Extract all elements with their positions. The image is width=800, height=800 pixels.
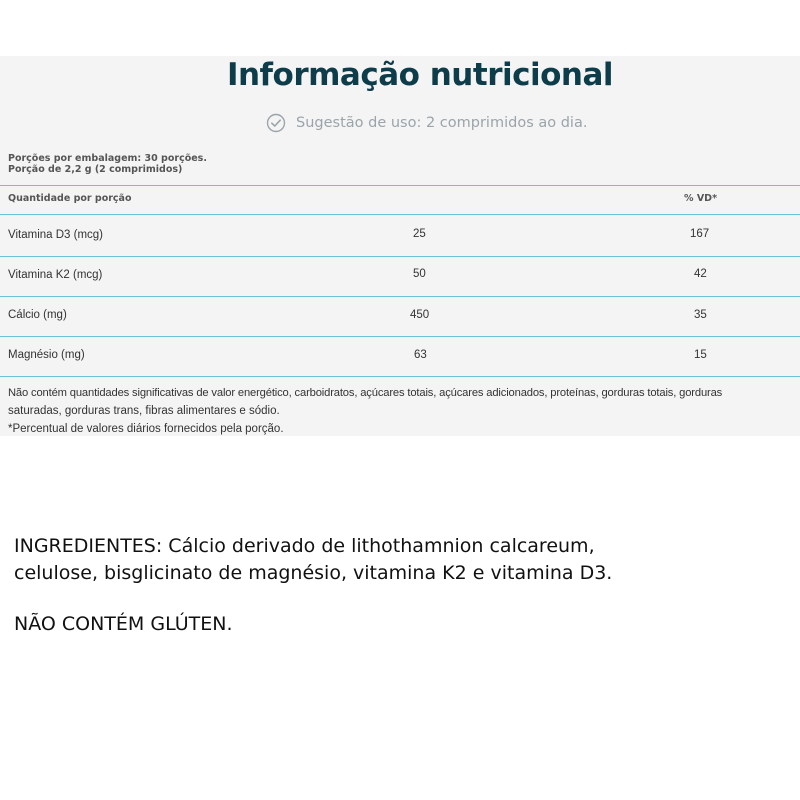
row-amount: 450 [410,309,430,321]
gluten-notice: NÃO CONTÉM GLÚTEN. [14,613,233,635]
row-name: Vitamina D3 (mcg) [8,229,104,241]
row-vd: 167 [690,228,710,240]
row-name: Magnésio (mg) [8,349,85,361]
ingredients-text [14,533,794,587]
header-quantity: Quantidade por porção [8,193,132,204]
nutrition-title: Informação nutricional [226,57,614,93]
portions-per-pack: Porções por embalagem: 30 porções. [8,153,207,164]
footnote-line: Não contém quantidades significativas de valor energético, carboidratos, açúcares totais, açúcares adicionados, proteínas, gorduras totais, gorduras [8,387,723,399]
table-divider [0,185,800,186]
usage-suggestion [266,111,587,135]
header-vd: % VD* [684,193,718,204]
ingredients-line: INGREDIENTES: Cálcio derivado de lithothamnion calcareum, [14,535,595,557]
row-vd: 35 [694,309,707,321]
row-amount: 25 [413,228,426,240]
table-divider [0,214,800,215]
footnote-line: *Percentual de valores diários fornecidos pela porção. [8,423,284,435]
table-divider [0,336,800,337]
table-footnote [8,384,800,438]
table-divider [0,256,800,257]
footnote-line: saturadas, gorduras trans, fibras alimentares e sódio. [8,405,280,417]
row-amount: 63 [414,349,427,361]
row-amount: 50 [413,268,426,280]
usage-suggestion-text: Sugestão de uso: 2 comprimidos ao dia. [296,115,588,131]
row-vd: 42 [694,268,707,280]
table-divider [0,376,800,377]
portion-size: Porção de 2,2 g (2 comprimidos) [8,164,183,175]
portion-info [8,153,207,175]
check-circle-icon [266,113,286,133]
table-divider [0,296,800,297]
ingredients-line: celulose, bisglicinato de magnésio, vitamina K2 e vitamina D3. [14,562,613,584]
row-name: Cálcio (mg) [8,309,67,321]
row-vd: 15 [694,349,707,361]
row-name: Vitamina K2 (mcg) [8,269,103,281]
